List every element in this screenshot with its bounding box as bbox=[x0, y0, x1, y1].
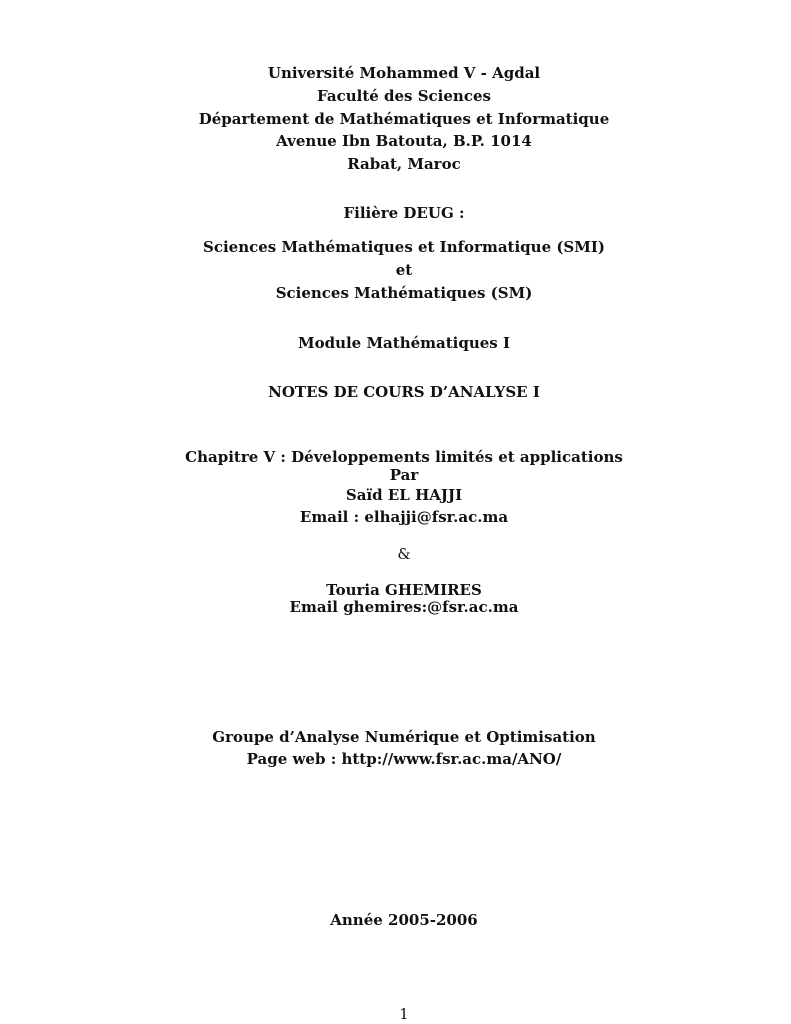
page-number: 1 bbox=[399, 1005, 409, 1023]
author-1-email: Email : elhajji@fsr.ac.ma bbox=[299, 508, 509, 526]
by-label: Par bbox=[389, 466, 419, 484]
track-sm: Sciences Mathématiques (SM) bbox=[275, 284, 533, 302]
author-2: Touria GHEMIRES bbox=[326, 581, 482, 599]
module-name: Module Mathématiques I bbox=[297, 334, 510, 352]
filiere-label: Filière DEUG : bbox=[343, 204, 465, 222]
city: Rabat, Maroc bbox=[347, 155, 461, 173]
department-name: Département de Mathématiques et Informatique bbox=[198, 110, 610, 128]
author-2-email: Email ghemires:@fsr.ac.ma bbox=[289, 598, 519, 616]
group-website: Page web : http://www.fsr.ac.ma/ANO/ bbox=[246, 750, 562, 768]
ampersand: & bbox=[397, 545, 411, 563]
author-1: Saïd EL HAJJI bbox=[345, 486, 463, 504]
course-title: NOTES DE COURS D’ANALYSE I bbox=[268, 383, 540, 401]
academic-year: Année 2005-2006 bbox=[330, 911, 478, 929]
track-conjunction: et bbox=[395, 261, 413, 279]
address: Avenue Ibn Batouta, B.P. 1014 bbox=[276, 132, 532, 150]
research-group: Groupe d’Analyse Numérique et Optimisation bbox=[212, 728, 596, 746]
university-name: Université Mohammed V - Agdal bbox=[267, 64, 541, 82]
chapter-title: Chapitre V : Développements limités et applications bbox=[185, 448, 623, 466]
faculty-name: Faculté des Sciences bbox=[317, 87, 491, 105]
track-smi: Sciences Mathématiques et Informatique (SMI) bbox=[203, 238, 605, 256]
